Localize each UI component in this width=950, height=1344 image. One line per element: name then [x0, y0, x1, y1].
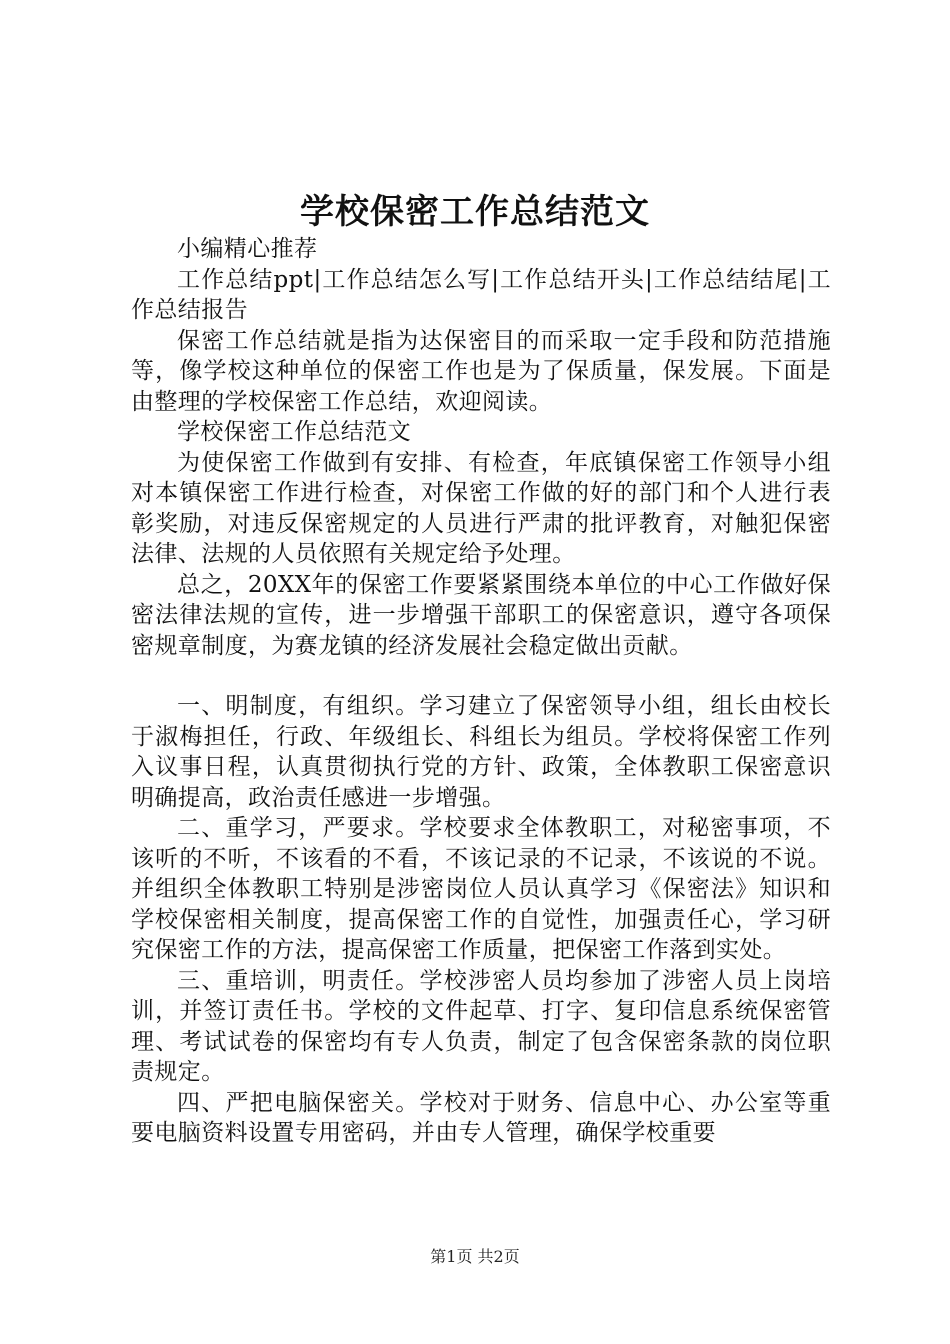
page-footer: 第1页 共2页 — [430, 1247, 520, 1266]
blank-line — [131, 661, 831, 691]
paragraph-item-1: 一、明制度，有组织。学习建立了保密领导小组，组长由校长于淑梅担任，行政、年级组长、科组长为组员。学校将保密工作列入议事日程，认真贯彻执行党的方针、政策，全体教职工保密意识明确提高，政治责任感进一步增强。 — [131, 693, 831, 811]
paragraph-item-2: 二、重学习，严要求。学校要求全体教职工，对秘密事项，不该听的不听，不该看的不看，不该记录的不记录，不该说的不说。并组织全体教职工特别是涉密岗位人员认真学习《保密法》知识和学校保密相关制度，提高保密工作的自觉性，加强责任心，学习研究保密工作的方法，提高保密工作质量，把保密工作落到实处。 — [131, 815, 831, 963]
paragraph-links: 工作总结ppt|工作总结怎么写|工作总结开头|工作总结结尾|工作总结报告 — [131, 266, 831, 323]
paragraph-item-4: 四、严把电脑保密关。学校对于财务、信息中心、办公室等重要电脑资料设置专用密码，并由专人管理，确保学校重要 — [131, 1089, 831, 1146]
document-title: 学校保密工作总结范文 — [300, 192, 650, 232]
paragraph-item-3: 三、重培训，明责任。学校涉密人员均参加了涉密人员上岗培训，并签订责任书。学校的文件起草、打字、复印信息系统保密管理、考试试卷的保密均有专人负责，制定了包含保密条款的岗位职责规定。 — [131, 967, 831, 1085]
paragraph-subtitle: 学校保密工作总结范文 — [177, 419, 411, 445]
paragraph-recommend: 小编精心推荐 — [177, 236, 318, 262]
paragraph-conclusion: 总之，20XX年的保密工作要紧紧围绕本单位的中心工作做好保密法律法规的宣传，进一步增强干部职工的保密意识，遵守各项保密规章制度，为赛龙镇的经济发展社会稳定做出贡献。 — [131, 571, 831, 659]
paragraph-inspection: 为使保密工作做到有安排、有检查，年底镇保密工作领导小组对本镇保密工作进行检查，对保密工作做的好的部门和个人进行表彰奖励，对违反保密规定的人员进行严肃的批评教育，对触犯保密法律、法规的人员依照有关规定给予处理。 — [131, 449, 831, 567]
document-body — [131, 234, 831, 1149]
paragraph-intro: 保密工作总结就是指为达保密目的而采取一定手段和防范措施等，像学校这种单位的保密工作也是为了保质量，保发展。下面是由整理的学校保密工作总结，欢迎阅读。 — [131, 327, 831, 415]
